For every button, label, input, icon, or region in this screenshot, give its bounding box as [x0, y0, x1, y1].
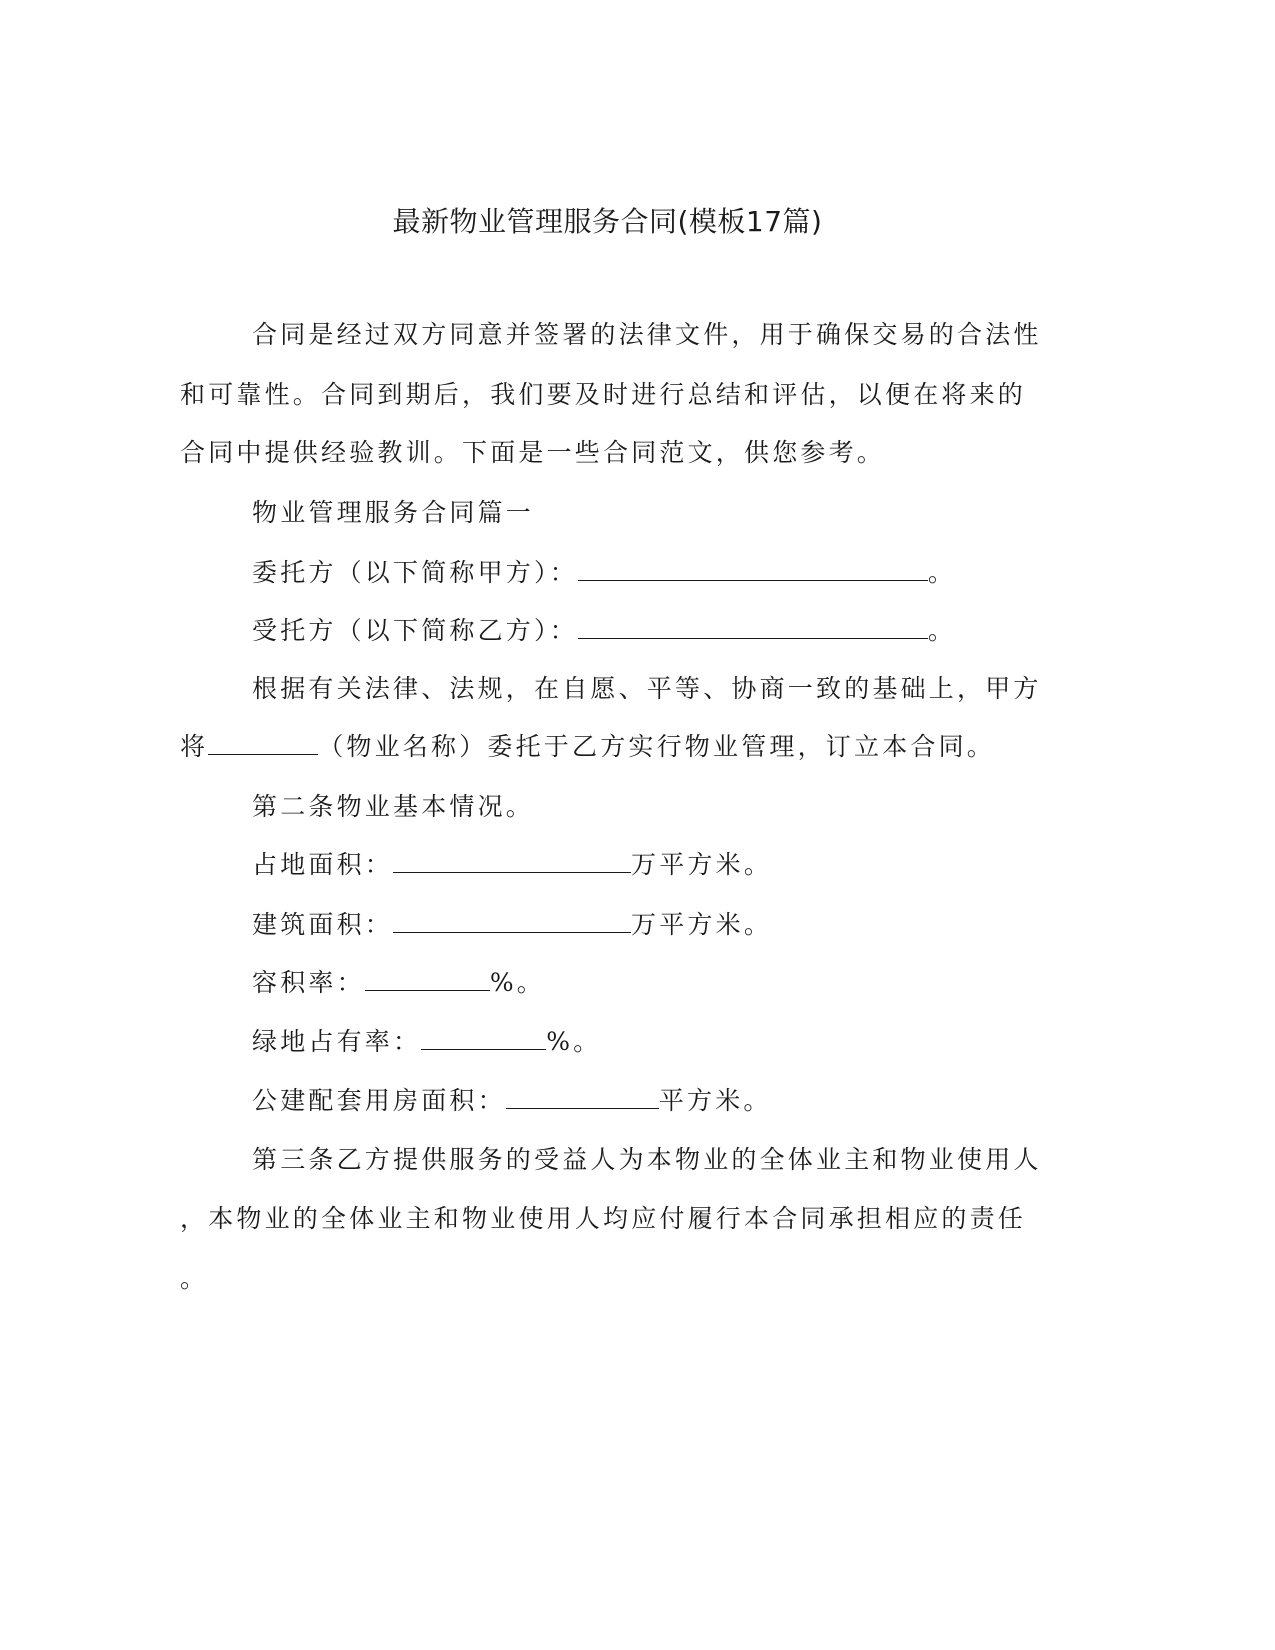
- public-area-line: [252, 1084, 772, 1118]
- green-ratio-label: 绿地占有率：: [252, 1027, 422, 1056]
- green-ratio-line: [252, 1025, 601, 1059]
- article-3-line-3: 。: [180, 1264, 209, 1293]
- party-b-line: [252, 614, 956, 648]
- building-area-blank: [393, 910, 631, 933]
- building-area-label: 建筑面积：: [252, 910, 394, 939]
- land-area-line: [252, 848, 772, 882]
- public-area-unit: 平方米。: [658, 1086, 772, 1115]
- section-heading: 物业管理服务合同篇一: [252, 498, 535, 527]
- party-a-blank: [578, 558, 928, 581]
- basis-line-2: [180, 730, 995, 764]
- article-3-line-2: ，本物业的全体业主和物业使用人均应付履行本合同承担相应的责任: [180, 1204, 1027, 1233]
- party-a-end: 。: [927, 558, 957, 587]
- land-area-blank: [393, 850, 631, 873]
- public-area-label: 公建配套用房面积：: [252, 1086, 506, 1115]
- public-area-blank: [506, 1086, 659, 1109]
- plot-ratio-blank: [365, 968, 490, 991]
- party-b-blank: [578, 616, 928, 639]
- building-area-unit: 万平方米。: [631, 910, 773, 939]
- building-area-line: [252, 908, 772, 942]
- party-b-label: 受托方（以下简称乙方）：: [252, 616, 578, 645]
- basis-line-1: 根据有关法律、法规，在自愿、平等、协商一致的基础上，甲方: [252, 674, 1042, 703]
- green-ratio-unit: %。: [546, 1027, 602, 1056]
- document-title: 最新物业管理服务合同(模板17篇): [392, 205, 823, 238]
- intro-line-2: 和可靠性。合同到期后，我们要及时进行总结和评估，以便在将来的: [180, 380, 1027, 409]
- article-2-heading: 第二条物业基本情况。: [252, 792, 535, 821]
- property-name-blank: [208, 732, 318, 755]
- plot-ratio-unit: %。: [489, 968, 545, 997]
- party-b-end: 。: [927, 616, 957, 645]
- basis-line-2-start: 将: [180, 732, 209, 761]
- party-a-line: [252, 556, 956, 590]
- intro-line-3: 合同中提供经验教训。下面是一些合同范文，供您参考。: [180, 438, 886, 467]
- plot-ratio-line: [252, 966, 545, 1000]
- party-a-label: 委托方（以下简称甲方）：: [252, 558, 578, 587]
- intro-line-1: 合同是经过双方同意并签署的法律文件，用于确保交易的合法性: [252, 320, 1042, 349]
- basis-line-2-end: （物业名称）委托于乙方实行物业管理，订立本合同。: [318, 732, 996, 761]
- plot-ratio-label: 容积率：: [252, 968, 365, 997]
- land-area-unit: 万平方米。: [631, 850, 773, 879]
- green-ratio-blank: [421, 1027, 546, 1050]
- land-area-label: 占地面积：: [252, 850, 394, 879]
- article-3-line-1: 第三条乙方提供服务的受益人为本物业的全体业主和物业使用人: [252, 1145, 1042, 1174]
